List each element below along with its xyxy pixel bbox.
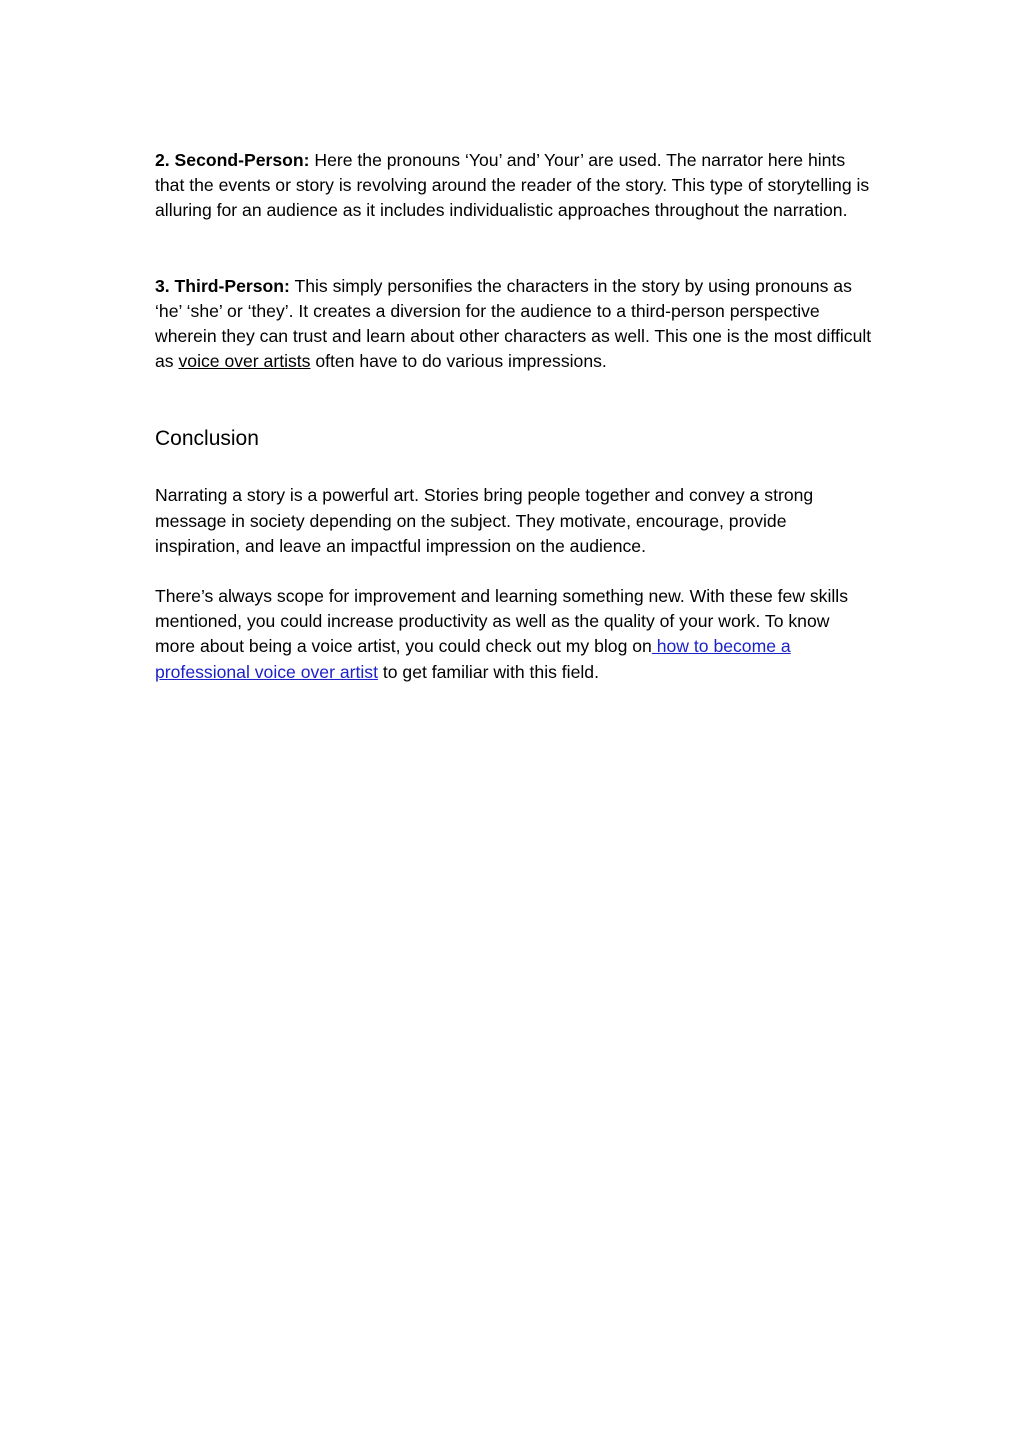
conclusion-paragraph-2-text: There’s always scope for improvement and learning something new. With these few skills mentioned, you could increase productivity as well as the quality of your work. To know more about being a voice artist, you could check out my blog on	[155, 586, 848, 657]
third-person-lead: 3. Third-Person:	[155, 275, 290, 296]
conclusion-paragraph-1: Narrating a story is a powerful art. Stories bring people together and convey a strong message in society depending on the subject. They motivate, encourage, provide inspiration, and leave an impactful impression on the audience.	[155, 485, 814, 556]
conclusion-paragraph-2	[155, 584, 873, 685]
professional-voice-over-artist-link[interactable]: how to become a professional voice over artist	[155, 636, 791, 682]
document-body	[155, 148, 873, 685]
third-person-text-before-link: This simply personifies the characters in the story by using pronouns as ‘he’ ‘she’ or ‘they’. It creates a diversion for the audience to a third-person perspective wherein they can trust and learn about other characters as well. This one is the most difficult as	[155, 275, 872, 372]
voice-over-artists-link[interactable]: voice over artists	[178, 351, 311, 372]
conclusion-heading: Conclusion	[155, 427, 259, 451]
second-person-paragraph	[155, 148, 873, 224]
third-person-text-after-link: often have to do various impressions.	[310, 351, 607, 372]
conclusion-paragraph-2-ending: to get familiar with this field.	[377, 661, 599, 682]
second-person-text: Here the pronouns ‘You’ and’ Your’ are used. The narrator here hints that the events or story is revolving around the reader of the story. This type of storytelling is alluring for an audience as it includes individualistic approaches throughout the narration.	[155, 150, 870, 221]
second-person-lead: 2. Second-Person:	[155, 150, 310, 170]
third-person-paragraph	[155, 274, 873, 375]
